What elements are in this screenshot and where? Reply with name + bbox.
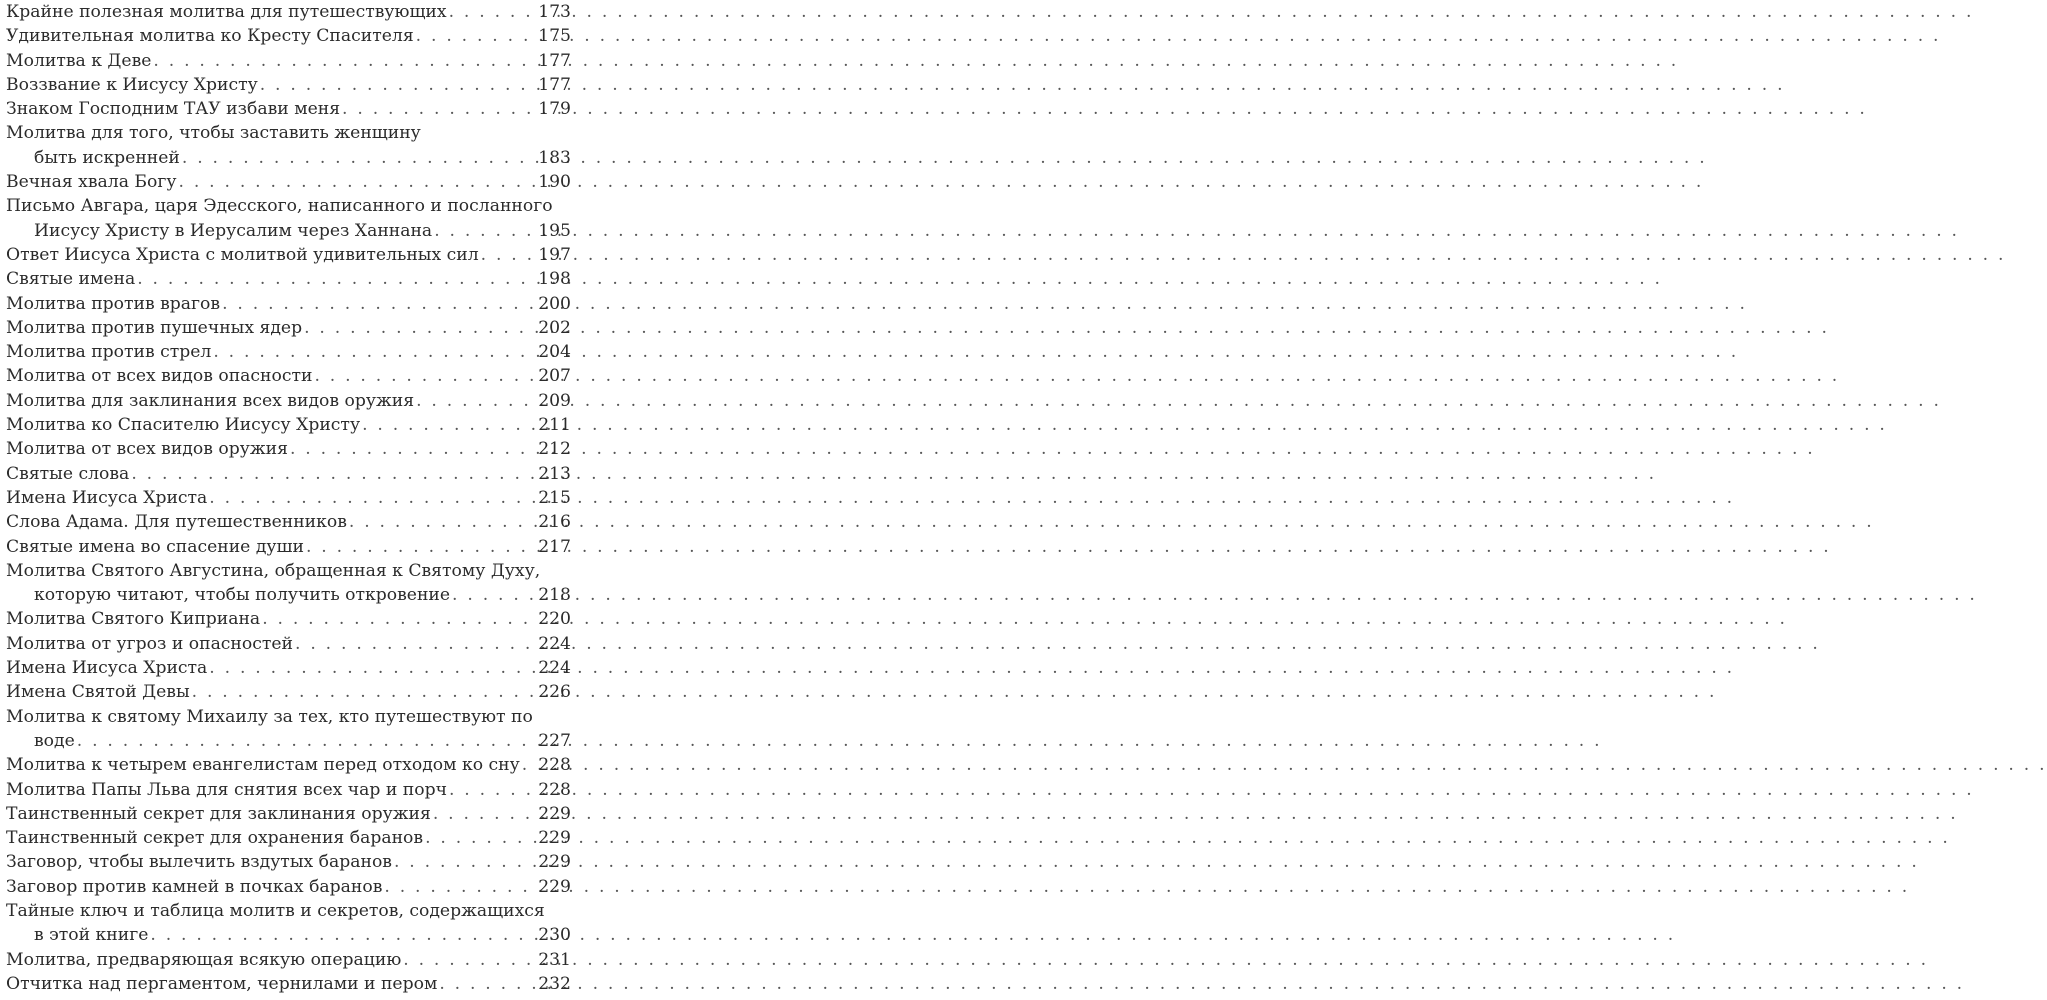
toc-dot-leader <box>131 462 536 486</box>
toc-entry <box>6 73 571 97</box>
toc-entry <box>6 510 571 534</box>
toc-page-number: 217 <box>538 536 571 557</box>
toc-page-number: 229 <box>538 852 571 873</box>
toc-page-number: 177 <box>538 50 571 71</box>
toc-entry-line <box>6 462 571 486</box>
toc-entry <box>6 267 571 291</box>
toc-entry <box>6 875 571 899</box>
toc-entry-title: Молитва к Деве <box>6 50 152 71</box>
toc-dot-leader <box>192 680 537 704</box>
toc-entry-title: Заговор против камней в почках баранов <box>6 876 383 897</box>
toc-dot-leader <box>77 729 536 753</box>
toc-page-number: 204 <box>538 342 571 363</box>
toc-entry-title: Отчитка над пергаментом, чернилами и пером <box>6 973 438 994</box>
toc-dot-leader <box>314 364 536 388</box>
toc-entry-line <box>6 753 571 777</box>
toc-dot-leader <box>342 97 536 121</box>
toc-dot-leader <box>384 875 536 899</box>
toc-dot-leader <box>182 146 536 170</box>
toc-entry <box>6 97 571 121</box>
toc-entry-line <box>6 316 571 340</box>
toc-page-number: 209 <box>538 390 571 411</box>
toc-entry-line <box>6 437 571 461</box>
toc-page-number: 230 <box>538 925 571 946</box>
toc-page-number: 228 <box>538 755 571 776</box>
toc-dot-leader <box>349 510 536 534</box>
toc-page-number: 229 <box>538 828 571 849</box>
toc-entry-line <box>6 680 571 704</box>
toc-entry-title: Ответ Иисуса Христа с молитвой удивительных сил <box>6 244 479 265</box>
toc-dot-leader <box>306 535 536 559</box>
toc-entry <box>6 948 571 972</box>
toc-entry-title: Заговор, чтобы вылечить вздутых баранов <box>6 852 392 873</box>
toc-page-number: 200 <box>538 293 571 314</box>
toc-entry <box>6 243 571 267</box>
toc-page-number: 212 <box>538 439 571 460</box>
toc-dot-leader <box>290 437 536 461</box>
toc-entry-line <box>6 389 571 413</box>
toc-page-number: 213 <box>538 463 571 484</box>
toc-dot-leader <box>394 850 536 874</box>
toc-entry-line <box>6 486 571 510</box>
toc-entry <box>6 170 571 194</box>
toc-entry-line <box>6 778 571 802</box>
toc-page-number: 216 <box>538 512 571 533</box>
toc-entry <box>6 364 571 388</box>
toc-dot-leader <box>262 607 536 631</box>
toc-page-number: 198 <box>538 269 571 290</box>
toc-entry-line <box>6 535 571 559</box>
toc-entry-line <box>6 802 571 826</box>
toc-entry-title: Удивительная молитва ко Кресту Спасителя <box>6 26 414 47</box>
toc-entry-line <box>6 194 571 218</box>
toc-page-number: 175 <box>538 26 571 47</box>
toc-dot-leader <box>425 826 536 850</box>
toc-dot-leader <box>439 972 536 996</box>
toc-entry <box>6 899 571 948</box>
toc-entry <box>6 705 571 754</box>
toc-entry-line <box>6 875 571 899</box>
toc-entry-title: Знаком Господним ТАУ избави меня <box>6 99 341 120</box>
toc-entry-title: Воззвание к Иисусу Христу <box>6 74 258 95</box>
toc-dot-leader <box>452 583 536 607</box>
toc-entry-title: Письмо Авгара, царя Эдесского, написанного и посланного <box>6 196 553 217</box>
toc-entry <box>6 680 571 704</box>
toc-dot-leader <box>153 49 536 73</box>
toc-entry-line <box>6 972 571 996</box>
toc-entry-continuation-line <box>6 729 571 753</box>
toc-entry <box>6 462 571 486</box>
toc-entry-continuation-line <box>6 923 571 947</box>
toc-entry-line <box>6 899 571 923</box>
toc-dot-leader <box>304 316 536 340</box>
toc-page-number: 228 <box>538 779 571 800</box>
toc-dot-leader <box>449 0 537 24</box>
toc-entry-title: Таинственный секрет для охранения баранов <box>6 828 424 849</box>
toc-page-number: 179 <box>538 99 571 120</box>
toc-entry-continuation-line <box>6 146 571 170</box>
toc-page-number: 231 <box>538 949 571 970</box>
toc-page-number: 197 <box>538 244 571 265</box>
toc-entry-title: Молитва от всех видов оружия <box>6 439 288 460</box>
toc-entry-line <box>6 705 571 729</box>
toc-entry-title: Имена Иисуса Христа <box>6 487 208 508</box>
toc-entry <box>6 486 571 510</box>
toc-entry-title: Молитва от угроз и опасностей <box>6 633 294 654</box>
toc-page-number: 211 <box>538 415 571 436</box>
toc-dot-leader <box>416 24 537 48</box>
toc-page-number: 229 <box>538 876 571 897</box>
toc-dot-leader <box>222 292 536 316</box>
toc-entry-line <box>6 170 571 194</box>
toc-dot-leader <box>416 389 536 413</box>
toc-entry-title: Молитва от всех видов опасности <box>6 366 313 387</box>
toc-page-number: 224 <box>538 633 571 654</box>
toc-page-number: 229 <box>538 803 571 824</box>
toc-entry <box>6 340 571 364</box>
toc-entry-title: Святые слова <box>6 463 130 484</box>
toc-page-number: 226 <box>538 682 571 703</box>
toc-page-number: 177 <box>538 74 571 95</box>
toc-entry-line <box>6 559 571 583</box>
toc-entry <box>6 656 571 680</box>
toc-entry <box>6 632 571 656</box>
toc-entry-title: Тайные ключ и таблица молитв и секретов, содержащихся <box>6 900 545 921</box>
toc-entry <box>6 535 571 559</box>
toc-entry-line <box>6 73 571 97</box>
toc-entry-line <box>6 413 571 437</box>
toc-entry <box>6 972 571 996</box>
toc-dot-leader <box>295 632 536 656</box>
toc-entry <box>6 49 571 73</box>
toc-entry-title: быть искренней <box>34 147 180 168</box>
toc-entry-line <box>6 0 571 24</box>
toc-entry-title: Молитва к святому Михаилу за тех, кто путешествуют по <box>6 706 533 727</box>
toc-entry-title: Имена Святой Девы <box>6 682 190 703</box>
toc-dot-leader <box>260 73 536 97</box>
toc-dot-leader <box>213 340 536 364</box>
toc-dot-leader <box>481 243 537 267</box>
toc-entry-title: Слова Адама. Для путешественников <box>6 512 347 533</box>
toc-entry-title: Таинственный секрет для заклинания оружия <box>6 803 431 824</box>
table-of-contents <box>6 0 571 996</box>
toc-entry-title: Молитва к четырем евангелистам перед отходом ко сну <box>6 755 520 776</box>
toc-dot-leader <box>434 219 536 243</box>
toc-entry-title: воде <box>34 730 75 751</box>
toc-entry-title: Молитва Святого Августина, обращенная к Святому Духу, <box>6 560 541 581</box>
toc-entry-line <box>6 97 571 121</box>
toc-dot-leader <box>209 656 536 680</box>
toc-entry-title: Молитва ко Спасителю Иисусу Христу <box>6 415 361 436</box>
toc-entry-title: Молитва против стрел <box>6 342 212 363</box>
toc-entry-line <box>6 656 571 680</box>
toc-entry-line <box>6 340 571 364</box>
toc-entry-line <box>6 632 571 656</box>
toc-page-number: 224 <box>538 658 571 679</box>
toc-entry <box>6 437 571 461</box>
toc-entry-title: Иисусу Христу в Иерусалим через Ханнана <box>34 220 433 241</box>
toc-entry <box>6 559 571 608</box>
toc-entry-title: которую читают, чтобы получить откровение <box>34 585 451 606</box>
toc-entry <box>6 194 571 243</box>
toc-entry-line <box>6 510 571 534</box>
toc-entry <box>6 802 571 826</box>
toc-entry <box>6 292 571 316</box>
toc-entry-title: Молитва Папы Льва для снятия всех чар и порч <box>6 779 447 800</box>
toc-page-number: 227 <box>538 730 571 751</box>
toc-dot-leader <box>403 948 536 972</box>
toc-entry-title: Молитва против врагов <box>6 293 221 314</box>
toc-dot-leader <box>433 802 536 826</box>
toc-entry-continuation-line <box>6 219 571 243</box>
toc-page-number: 220 <box>538 609 571 630</box>
toc-entry-title: Молитва против пушечных ядер <box>6 317 303 338</box>
toc-entry <box>6 0 571 24</box>
toc-entry-line <box>6 364 571 388</box>
toc-entry <box>6 389 571 413</box>
toc-entry-line <box>6 607 571 631</box>
toc-entry <box>6 316 571 340</box>
toc-entry-title: Святые имена <box>6 269 136 290</box>
toc-entry <box>6 850 571 874</box>
toc-entry-line <box>6 292 571 316</box>
toc-entry-line <box>6 121 571 145</box>
toc-entry <box>6 607 571 631</box>
toc-entry-line <box>6 24 571 48</box>
toc-entry-line <box>6 267 571 291</box>
toc-dot-leader <box>137 267 536 291</box>
toc-entry-title: Молитва для того, чтобы заставить женщину <box>6 123 421 144</box>
toc-page-number: 207 <box>538 366 571 387</box>
toc-page-number: 218 <box>538 585 571 606</box>
toc-entry-title: Святые имена во спасение души <box>6 536 304 557</box>
toc-entry-title: Имена Иисуса Христа <box>6 658 208 679</box>
toc-entry-title: Молитва для заклинания всех видов оружия <box>6 390 415 411</box>
toc-entry-line <box>6 243 571 267</box>
toc-entry-title: Молитва Святого Киприана <box>6 609 261 630</box>
toc-page-number: 190 <box>538 172 571 193</box>
toc-page-number: 232 <box>538 973 571 994</box>
toc-dot-leader <box>522 753 536 777</box>
toc-entry <box>6 778 571 802</box>
toc-entry-line <box>6 948 571 972</box>
toc-entry-title: Молитва, предваряющая всякую операцию <box>6 949 402 970</box>
toc-page-number: 215 <box>538 487 571 508</box>
toc-page-number: 195 <box>538 220 571 241</box>
toc-page-number: 183 <box>538 147 571 168</box>
toc-page-number: 202 <box>538 317 571 338</box>
toc-entry <box>6 413 571 437</box>
toc-dot-leader <box>449 778 536 802</box>
toc-entry-line <box>6 826 571 850</box>
toc-dot-leader <box>209 486 536 510</box>
toc-dot-leader <box>150 923 536 947</box>
toc-entry <box>6 826 571 850</box>
toc-entry-line <box>6 49 571 73</box>
toc-page-number: 173 <box>538 2 571 22</box>
toc-entry-title: Вечная хвала Богу <box>6 172 177 193</box>
toc-entry <box>6 24 571 48</box>
toc-entry-title: в этой книге <box>34 925 149 946</box>
toc-entry <box>6 121 571 170</box>
toc-entry-title: Крайне полезная молитва для путешествующих <box>6 2 447 22</box>
toc-dot-leader <box>179 170 537 194</box>
toc-entry-continuation-line <box>6 583 571 607</box>
toc-entry <box>6 753 571 777</box>
toc-dot-leader <box>362 413 536 437</box>
toc-entry-line <box>6 850 571 874</box>
